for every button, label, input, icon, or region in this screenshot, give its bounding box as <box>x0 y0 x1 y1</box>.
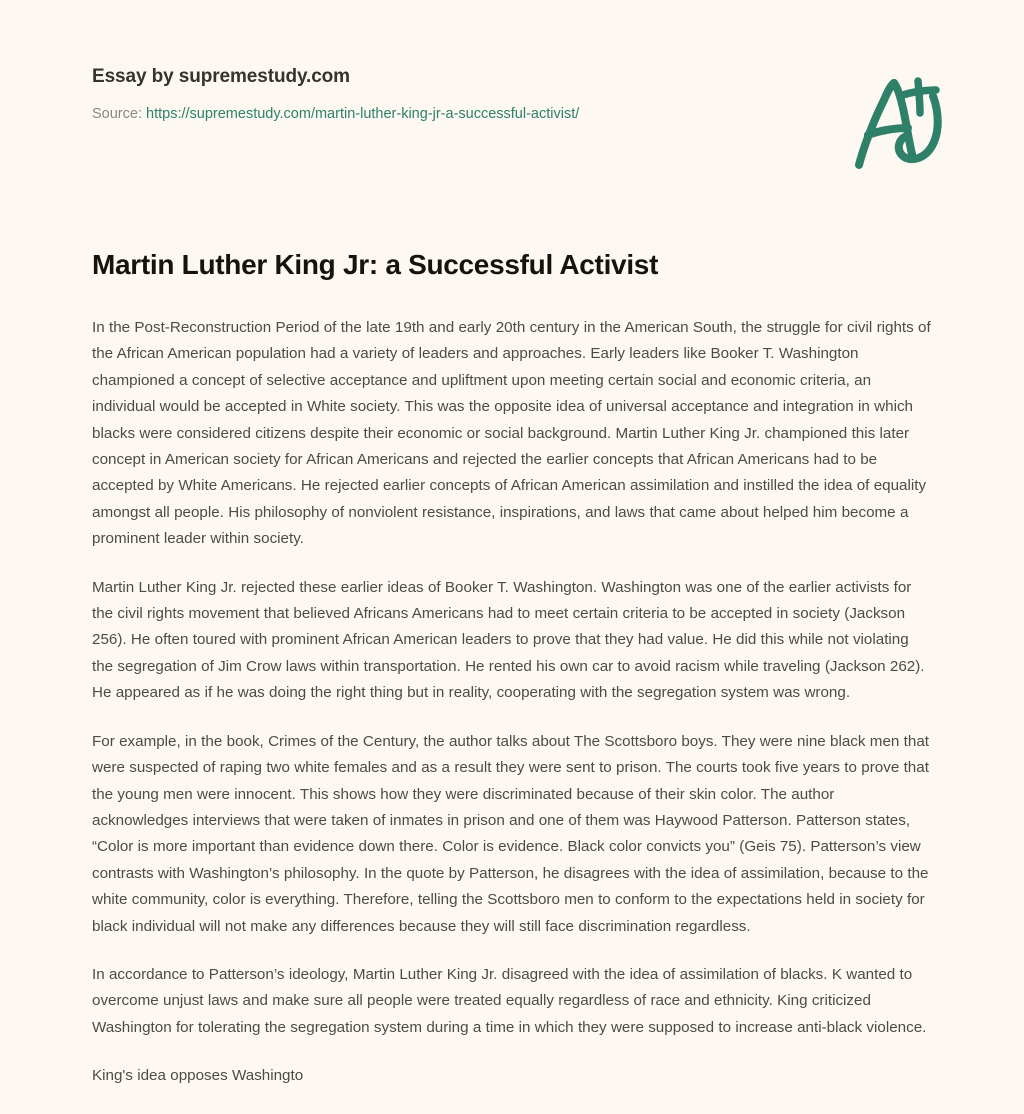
source-url-link[interactable]: https://supremestudy.com/martin-luther-king-jr-a-successful-activist/ <box>146 106 580 122</box>
paragraph-truncated: King's idea opposes Washingto <box>92 1067 304 1085</box>
paragraph: For example, in the book, Crimes of the Century, the author talks about The Scottsboro boys. They were nine black men that were suspected of raping two white females and as a result they were sent to prison. The courts took five years to prove that the young men were innocent. This shows how they were discriminated because of their skin color. The author acknowledges interviews that were taken of inmates in prison and one of them was Haywood Patterson. Patterson states, “Color is more important than evidence down there. Color is evidence. Black color convicts you” (Geis 75). Patterson’s view contrasts with Washington’s philosophy. In the quote by Patterson, he disagrees with the idea of assimilation, because to the white community, color is everything. Therefore, telling the Scottsboro men to conform to the expectations held in society for black individual will not make any differences because they will still face discrimination regardless. <box>92 732 930 935</box>
source-line <box>92 104 932 124</box>
paragraph: In accordance to Patterson’s ideology, Martin Luther King Jr. disagreed with the idea of assimilation of blacks. K wanted to overcome unjust laws and make sure all people were treated equally regardless of race and ethnicity. King criticized Washington for tolerating the segregation system during a time in which they were supposed to increase anti-black violence. <box>92 965 927 1036</box>
page-title: Martin Luther King Jr: a Successful Activist <box>92 249 659 280</box>
essay-body <box>92 315 934 1090</box>
source-label: Source: <box>92 106 142 122</box>
page-header <box>92 64 932 124</box>
a-plus-handwritten-icon <box>846 66 958 178</box>
brand-byline: Essay by supremestudy.com <box>92 66 350 87</box>
paragraph: Martin Luther King Jr. rejected these earlier ideas of Booker T. Washington. Washington was one of the earlier activists for the civil rights movement that believed Africans Americans had to meet certain criteria to be accepted in society (Jackson 256). He often toured with prominent African American leaders to prove that they had value. He did this while not violating the segregation of Jim Crow laws within transportation. He rented his own car to avoid racism while traveling (Jackson 262). He appeared as if he was doing the right thing but in reality, cooperating with the segregation system was wrong. <box>92 578 925 702</box>
paragraph: In the Post-Reconstruction Period of the late 19th and early 20th century in the American South, the struggle for civil rights of the African American population had a variety of leaders and approaches. Early leaders like Booker T. Washington championed a concept of selective acceptance and upliftment upon meeting certain social and economic criteria, an individual would be accepted in White society. This was the opposite idea of universal acceptance and integration in which blacks were considered citizens despite their economic or social background. Martin Luther King Jr. championed this later concept in American society for African Americans and rejected the earlier concepts that African Americans had to be accepted by White Americans. He rejected earlier concepts of African American assimilation and instilled the idea of equality amongst all people. His philosophy of nonviolent resistance, inspirations, and laws that came about helped him become a prominent leader within society. <box>92 319 931 548</box>
a-plus-logo[interactable] <box>846 66 958 178</box>
